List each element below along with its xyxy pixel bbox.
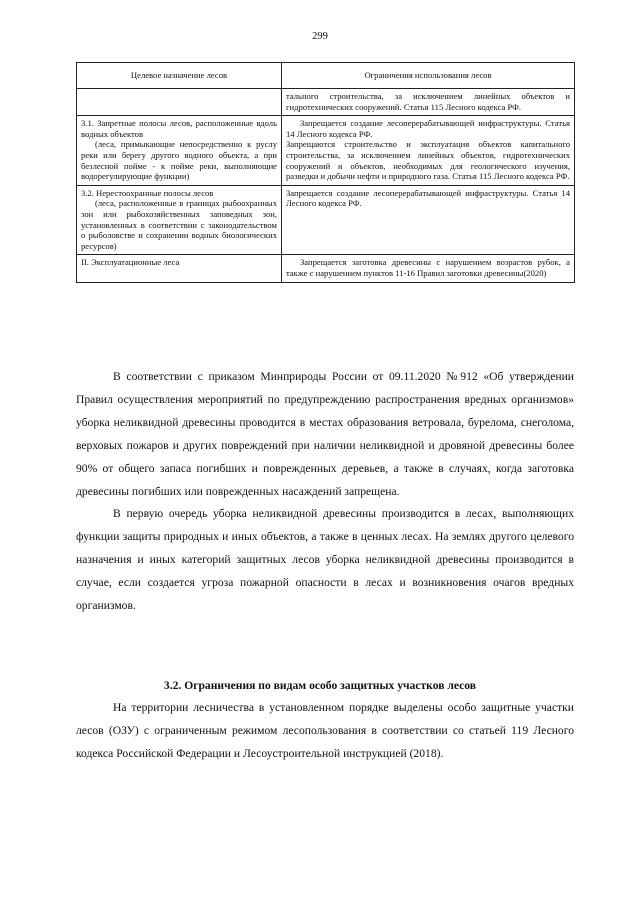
table-cell-restrictions: [282, 185, 575, 255]
cell-text: Запрещается создание лесоперерабатывающей инфраструктуры. Статья 14 Лесного кодекса РФ.: [286, 187, 570, 209]
table-cell-purpose: [77, 116, 282, 186]
table-row: [77, 255, 575, 282]
body-text-block: [76, 366, 574, 618]
section-heading: 3.2. Ограничения по видам особо защитных участков лесов: [163, 679, 477, 692]
cell-text: (леса, расположенные в границах рыбоохранных зон или рыбохозяйственных заповедных зон, установленных в соответствии с законодательством о рыболовстве и сохранении водных биологических ресурсов): [81, 198, 277, 251]
forest-use-limits-table: [76, 62, 575, 283]
cell-text: Запрещается создание лесоперерабатывающей инфраструктуры. Статья 14 Лесного кодекса РФ.: [286, 118, 570, 139]
table-row: [77, 116, 575, 186]
table-cell-purpose: [77, 185, 282, 255]
table-row: [77, 89, 575, 116]
table-cell-restrictions: [282, 255, 575, 282]
body-paragraph: В первую очередь уборка неликвидной древесины производится в лесах, выполняющих функции защиты природных и иных объектов, а также в ценных лесах. На землях другого целевого назначения и иных категорий защитных лесов уборка неликвидной древесины производится в случае, если создается угроза пожарной опасности в лесах и возникновения очагов вредных организмов.: [76, 507, 574, 613]
cell-text: (леса, примыкающие непосредственно к руслу реки или берегу другого водного объекта, а при безлесной пойме - к пойме реки, выполняющие водорегулирующие функции): [81, 139, 277, 182]
table-cell-purpose: [77, 89, 282, 116]
cell-text: тального строительства, за исключением линейных объектов и гидротехнических сооружений. Статья 115 Лесного кодекса РФ.: [286, 91, 570, 112]
body-paragraph: В соответствии с приказом Минприроды России от 09.11.2020 №912 «Об утверждении Правил осуществления мероприятий по предупреждению распространения вредных организмов» уборка неликвидной древесины проводится в местах образования ветровала, бурелома, снеголома, верховых пожаров и других повреждений при наличии неликвидной и дровяной древесины более 90% от общего запаса погибших и поврежденных деревьев, а также в случаях, когда заготовка древесины погибших или поврежденных насаждений запрещена.: [76, 370, 574, 498]
cell-text: Запрещается заготовка древесины с нарушением возрастов рубок, а также с нарушением пунктов 11-16 Правил заготовки древесины(2020): [286, 257, 570, 278]
cell-text: 3.2. Нерестоохранные полосы лесов: [81, 187, 214, 198]
table-cell-restrictions: [282, 89, 575, 116]
table-row: [77, 185, 575, 255]
cell-text: 3.1. Запретные полосы лесов, расположенные вдоль водных объектов: [81, 118, 277, 139]
body-paragraph: На территории лесничества в установленном порядке выделены особо защитные участки лесов (ОЗУ) с ограниченным режимом лесопользования в соответствии со статьей 119 Лесного кодекса Российской Федерации и Лесоустроительной инструкцией (2018).: [76, 701, 574, 760]
cell-text: Запрещаются строительство и эксплуатация объектов капитального строительства, за исключением линейных объектов, гидротехнических сооружений и объектов, необходимых для геологического изучения, разведки и добычи нефти и природного газа. Статья 115 Лесного кодекса РФ.: [286, 139, 570, 182]
page-number: 299: [312, 31, 328, 42]
column-header-restrictions: Ограничения использования лесов: [282, 63, 575, 89]
table-cell-restrictions: [282, 116, 575, 186]
table-cell-purpose: [77, 255, 282, 282]
cell-text: II. Эксплуатационные леса: [81, 257, 180, 268]
column-header-purpose: Целевое назначение лесов: [77, 63, 282, 89]
table-header-row: [77, 63, 575, 89]
body-text-block: [76, 697, 574, 766]
